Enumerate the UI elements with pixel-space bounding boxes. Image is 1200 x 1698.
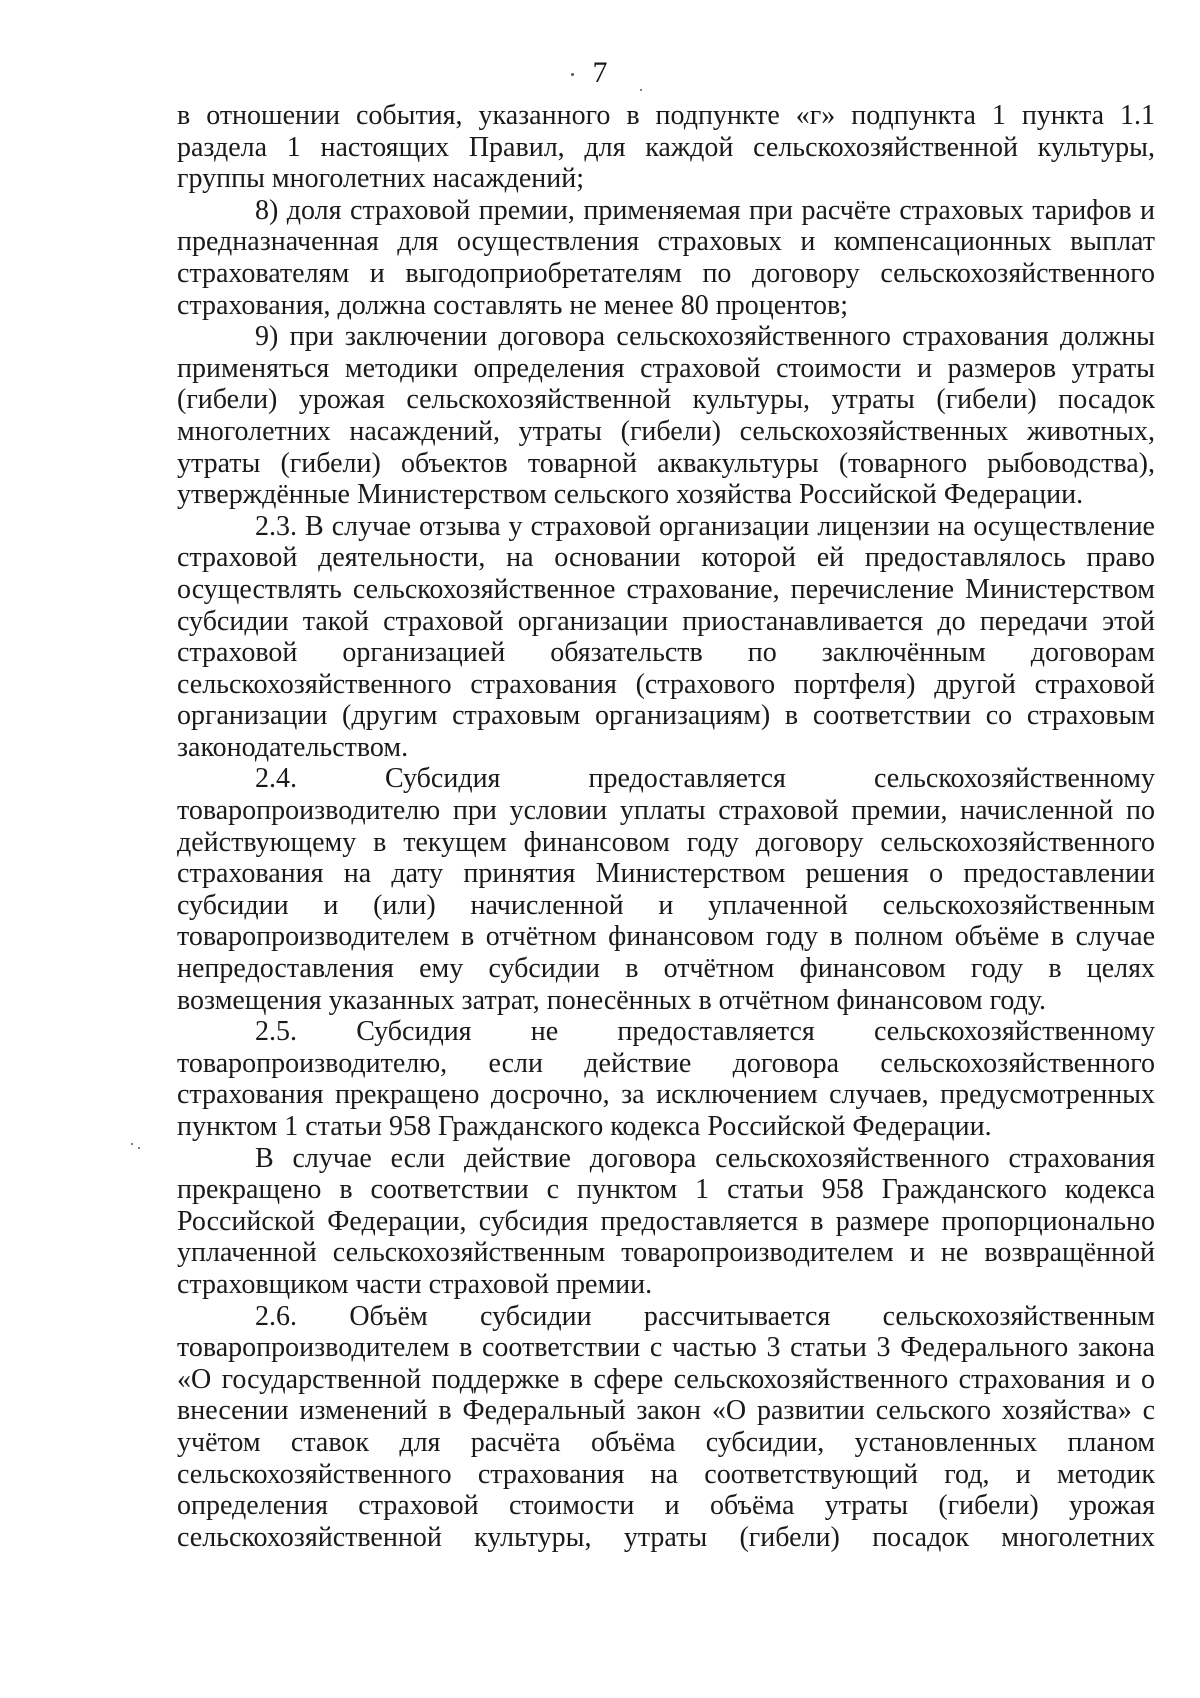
scan-speck xyxy=(571,73,574,76)
paragraph-2-4: 2.4. Субсидия предоставляется сельскохозяйственному товаропроизводителю при условии уплаты страховой премии, начисленной по действующему в текущем финансовом году договору сельскохозяйственного страхования на дату принятия Министерством решения о предоставлении субсидии и (или) начисленной и уплаченной сельскохозяйственным товаропроизводителем в отчётном финансовом году в полном объёме в случае непредоставления ему субсидии в отчётном финансовом году в целях возмещения указанных затрат, понесённых в отчётном финансовом году. xyxy=(177,763,1155,1016)
document-body xyxy=(177,100,1155,1553)
scan-speck xyxy=(131,1143,133,1145)
paragraph-2-3: 2.3. В случае отзыва у страховой организации лицензии на осуществление страховой деятельности, на основании которой ей предоставлялось право осуществлять сельскохозяйственное страхование, перечисление Министерством субсидии такой страховой организации приостанавливается до передачи этой страховой организацией обязательств по заключённым договорам сельскохозяйственного страхования (страхового портфеля) другой страховой организации (другим страховым организациям) в соответствии со страховым законодательством. xyxy=(177,510,1155,763)
scan-speck xyxy=(640,89,642,91)
paragraph-item-8: 8) доля страховой премии, применяемая при расчёте страховых тарифов и предназначенная для осуществления страховых и компенсационных выплат страхователям и выгодоприобретателям по договору сельскохозяйственного страхования, должна составлять не менее 80 процентов; xyxy=(177,194,1155,321)
paragraph-2-5-continuation: В случае если действие договора сельскохозяйственного страхования прекращено в соответствии с пунктом 1 статьи 958 Гражданского кодекса Российской Федерации, субсидия предоставляется в размере пропорционально уплаченной сельскохозяйственным товаропроизводителем и не возвращённой страховщиком части страховой премии. xyxy=(177,1142,1155,1300)
paragraph-item-9: 9) при заключении договора сельскохозяйственного страхования должны применяться методики определения страховой стоимости и размеров утраты (гибели) урожая сельскохозяйственной культуры, утраты (гибели) посадок многолетних насаждений, утраты (гибели) сельскохозяйственных животных, утраты (гибели) объектов товарной аквакультуры (товарного рыбоводства), утверждённые Министерством сельского хозяйства Российской Федерации. xyxy=(177,321,1155,511)
paragraph-continuation: в отношении события, указанного в подпункте «г» подпункта 1 пункта 1.1 раздела 1 настоящих Правил, для каждой сельскохозяйственной культуры, группы многолетних насаждений; xyxy=(177,100,1155,195)
page-number: 7 xyxy=(592,56,608,89)
scan-speck xyxy=(138,1147,140,1149)
paragraph-2-5: 2.5. Субсидия не предоставляется сельскохозяйственному товаропроизводителю, если действие договора сельскохозяйственного страхования прекращено досрочно, за исключением случаев, предусмотренных пунктом 1 статьи 958 Гражданского кодекса Российской Федерации. xyxy=(177,1016,1155,1142)
paragraph-2-6: 2.6. Объём субсидии рассчитывается сельскохозяйственным товаропроизводителем в соответствии с частью 3 статьи 3 Федерального закона «О государственной поддержке в сфере сельскохозяйственного страхования и о внесении изменений в Федеральный закон «О развитии сельского хозяйства» с учётом ставок для расчёта объёма субсидии, установленных планом сельскохозяйственного страхования на соответствующий год, и методик определения страховой стоимости и объёма утраты (гибели) урожая сельскохозяйственной культуры, утраты (гибели) посадок многолетних xyxy=(177,1300,1155,1553)
